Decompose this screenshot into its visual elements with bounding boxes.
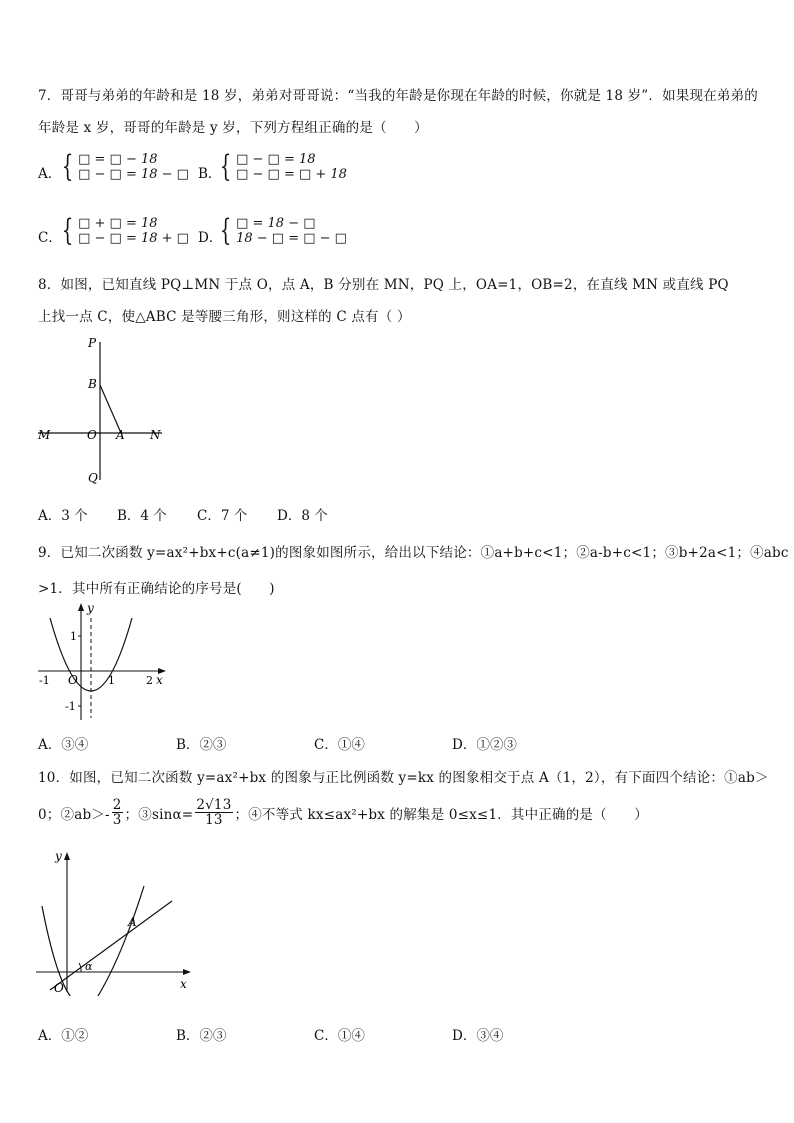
fraction-sin-value: [195, 798, 232, 827]
label-o: O: [87, 428, 97, 442]
label-y: y: [55, 849, 62, 863]
q7-option-d-system: [216, 213, 347, 248]
q10-stem-part-b: ；③sinα=: [124, 806, 194, 823]
label-point-a: A: [128, 915, 137, 929]
q7-option-a-label: A．: [38, 166, 62, 182]
x-axis-arrow-icon: [183, 969, 191, 975]
brace-icon: {: [61, 149, 74, 184]
q7-stem-line1: 7．哥哥与弟弟的年龄和是 18 岁，弟弟对哥哥说：“当我的年龄是你现在年龄的时候，你就是 18 岁”．如果现在弟弟的: [38, 88, 759, 104]
q8-stem-line1: 8．如图，已知直线 PQ⊥MN 于点 O，点 A，B 分别在 MN，PQ 上，OA=1，OB=2，在直线 MN 或直线 PQ: [38, 277, 729, 293]
label-origin: O: [54, 981, 64, 995]
q7-option-b-label: B．: [198, 166, 222, 182]
label-b: B: [88, 377, 97, 391]
tick-label-y-neg1: -1: [65, 700, 76, 713]
q9-option-a: A．③④: [38, 737, 89, 753]
q9-stem-line1: 9．已知二次函数 y=ax²+bx+c(a≠1)的图象如图所示，给出以下结论：①a+b+c<1；②a-b+c<1；③b+2a<1；④abc: [38, 545, 789, 561]
segment-ab: [100, 385, 121, 433]
q10-stem-part-a: 0；②ab＞-: [38, 806, 110, 823]
label-x: x: [180, 977, 187, 991]
line-y-kx: [50, 901, 172, 990]
q10-stem-line2: [38, 798, 648, 827]
q7-stem-line2: 年龄是 x 岁，哥哥的年龄是 y 岁，下列方程组正确的是（ ）: [38, 120, 428, 136]
q10-option-b: B．②③: [176, 1028, 227, 1044]
tick-label-y-1: 1: [70, 630, 77, 643]
fraction-two-thirds: [112, 798, 123, 827]
label-x: x: [156, 673, 163, 687]
q9-option-c: C．①④: [314, 737, 365, 753]
fraction-numerator: 2: [112, 797, 122, 813]
y-axis-arrow-icon: [78, 603, 84, 611]
label-p: P: [88, 336, 97, 350]
label-y: y: [87, 601, 94, 615]
fraction-numerator: 2√13: [196, 797, 232, 813]
q9-stem-line2: >1．其中所有正确结论的序号是( ): [38, 581, 275, 597]
label-alpha: α: [85, 960, 93, 973]
equation-row: □ − □ = 18 − □: [78, 167, 189, 182]
q7-option-c-label: C．: [38, 230, 62, 246]
q9-figure: [34, 600, 174, 725]
brace-icon: {: [219, 149, 232, 184]
equation-row: 18 − □ = □ − □: [236, 231, 347, 246]
q8-option-a: A．3 个: [38, 508, 88, 524]
q9-option-b: B．②③: [176, 737, 227, 753]
equation-row: □ − □ = 18: [236, 152, 316, 167]
q7-option-a-system: [58, 149, 189, 184]
tick-label-x-2: 2: [146, 674, 153, 687]
equation-row: □ = □ − 18: [78, 152, 158, 167]
q8-figure: [30, 332, 170, 492]
equation-row: □ + □ = 18: [78, 216, 158, 231]
tick-label-x-1: 1: [108, 674, 115, 687]
q10-stem-line1: 10．如图，已知二次函数 y=ax²+bx 的图象与正比例函数 y=kx 的图象相交于点 A（1，2），有下面四个结论：①ab＞: [38, 770, 769, 786]
q7-option-b-system: [216, 149, 347, 184]
brace-icon: {: [61, 213, 74, 248]
q10-figure: [30, 846, 200, 996]
q10-option-d: D．③④: [452, 1028, 504, 1044]
q9-option-d: D．①②③: [452, 737, 517, 753]
equation-row: □ − □ = 18 + □: [78, 231, 189, 246]
label-origin: O: [68, 673, 78, 687]
equation-row: □ − □ = □ + 18: [236, 167, 347, 182]
q10-option-c: C．①④: [314, 1028, 365, 1044]
fraction-denominator: 3: [112, 812, 122, 828]
q7-option-d-label: D．: [198, 230, 223, 246]
tick-label-x-neg1: -1: [39, 674, 50, 687]
label-a: A: [116, 428, 125, 442]
q10-option-a: A．①②: [38, 1028, 89, 1044]
equation-row: □ = 18 − □: [236, 216, 316, 231]
q8-option-d: D．8 个: [277, 508, 328, 524]
label-q: Q: [88, 471, 98, 485]
label-n: N: [150, 428, 161, 442]
q8-option-c: C．7 个: [197, 508, 248, 524]
q10-stem-part-c: ；④不等式 kx≤ax²+bx 的解集是 0≤x≤1．其中正确的是（ ）: [234, 806, 648, 823]
q7-option-c-system: [58, 213, 189, 248]
y-axis-arrow-icon: [64, 852, 70, 860]
brace-icon: {: [219, 213, 232, 248]
label-m: M: [38, 428, 51, 442]
q8-option-b: B．4 个: [117, 508, 167, 524]
parabola-curve: [42, 886, 144, 996]
q8-stem-line2: 上找一点 C，使△ABC 是等腰三角形，则这样的 C 点有（ ）: [38, 309, 411, 325]
fraction-denominator: 13: [205, 812, 223, 828]
